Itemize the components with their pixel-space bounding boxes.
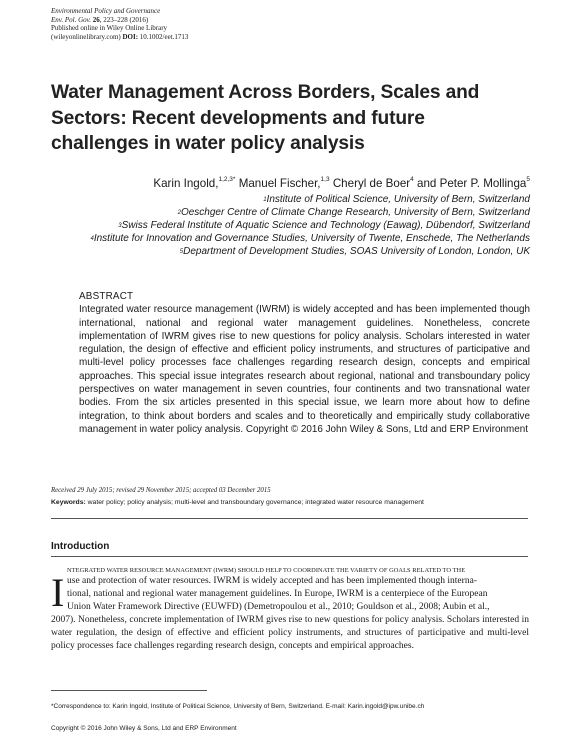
affiliation: [90, 246, 530, 259]
abstract-heading: ABSTRACT: [79, 291, 134, 302]
intro-first-line: NTEGRATED WATER RESOURCE MANAGEMENT (IWRM) SHOULD HELP TO COORDINATE THE VARIETY OF GOALS RELATED TO THE: [67, 567, 466, 574]
abstract-text: Integrated water resource management (IWRM) is widely accepted and has been implemented though international, national and regional water management guidelines. Nonetheless, concrete implementation of IWRM gives rise to new questions for policy analysis. Scholars interested in water regulation, the design of effective and efficient policy instruments, and structures of participative and multi-level policy processes face challenges regarding research design, concepts and empirical approaches. This special issue integrates research about regional, national and transboundary policy perspectives on water management in seven countries, four continents and two transnational water bodies. From the six articles presented in this special issue, we learn more about how to define integration, to think about borders and scales and to theoretically and empirically study collaborative management in water policy analysis. Copyright © 2016 John Wiley & Sons, Ltd and ERP Environment: [79, 304, 530, 435]
section-divider: [51, 518, 528, 519]
affiliation-number: 5: [179, 248, 184, 255]
section-heading-introduction: Introduction: [51, 541, 110, 552]
article-dates: Received 29 July 2015; revised 29 November 2015; accepted 03 December 2015: [51, 487, 271, 494]
journal-doi-line: [51, 33, 351, 42]
intro-line: tional, national and regional water management guidelines. In Europe, IWRM is a centerpiece of the European: [67, 589, 488, 599]
doi-label: DOI:: [122, 32, 139, 41]
author-affiliation-marks: 1,2,3*: [218, 176, 236, 183]
affiliation: [90, 194, 530, 207]
section-heading-rule: [51, 556, 528, 557]
intro-line: Union Water Framework Directive (EUWFD) (Demetropoulou et al., 2010; Gouldson et al., 2008; Aubin et al.,: [67, 602, 490, 612]
affiliation: [90, 233, 530, 246]
journal-header: [51, 7, 351, 41]
journal-pages: , 223–228 (2016): [99, 15, 149, 24]
affiliation-text: Swiss Federal Institute of Aquatic Science and Technology (Eawag), Dübendorf, Switzerland: [121, 219, 530, 231]
author-name: Cheryl de Boer: [332, 177, 411, 190]
author-name: Manuel Fischer,: [238, 177, 321, 190]
article-title: Water Management Across Borders, Scales and Sectors: Recent developments and future challenges in water policy analysis: [51, 82, 480, 154]
author-affiliation-marks: 4: [410, 176, 414, 183]
copyright-line: Copyright © 2016 John Wiley & Sons, Ltd and ERP Environment: [51, 725, 237, 732]
doi-link[interactable]: 10.1002/eet.1713: [139, 32, 189, 41]
affiliation-number: 3: [118, 222, 122, 229]
abstract: [79, 290, 530, 436]
drop-cap: I: [51, 570, 65, 615]
author-affiliation-marks: 1,3: [320, 176, 330, 183]
intro-line: use and protection of water resources. IWRM is widely accepted and has been implemented though interna-: [67, 576, 477, 586]
author-affiliation-marks: 5: [526, 176, 530, 183]
author-name: and Peter P. Mollinga: [417, 177, 527, 190]
keywords: [51, 499, 424, 506]
affiliation-number: 4: [90, 235, 94, 242]
journal-site: (wileyonlinelibrary.com): [51, 32, 121, 41]
affiliation-text: Department of Development Studies, SOAS University of London, London, UK: [183, 245, 530, 257]
author-name: Karin Ingold,: [153, 177, 219, 190]
affiliation-list: [90, 194, 530, 259]
affiliation-text: Institute of Political Science, University of Bern, Switzerland: [266, 194, 530, 205]
journal-name: Environmental Policy and Governance: [51, 7, 161, 15]
journal-published: Published online in Wiley Online Library: [51, 24, 168, 33]
author-list: [153, 177, 530, 190]
journal-volume: 26: [92, 15, 100, 24]
intro-body-text: 2007). Nonetheless, concrete implementation of IWRM gives rise to new questions for policy analysis. Scholars interested in water regulation, the design of effective and efficient policy instruments, and structures of participative and multi-level policy processes face challenges regarding research design, concepts and empirical approaches.: [51, 615, 529, 651]
affiliation-text: Institute for Innovation and Governance Studies, University of Twente, Enschede, The Netherlands: [93, 232, 530, 244]
keywords-text: water policy; policy analysis; multi-level and transboundary governance; integrated water resource management: [87, 499, 424, 506]
affiliation-text: Oeschger Centre of Climate Change Research, University of Bern, Switzerland: [180, 206, 530, 218]
journal-citation: [51, 16, 351, 25]
affiliation-number: 2: [177, 209, 181, 216]
affiliation: [90, 220, 530, 233]
affiliation: [90, 207, 530, 220]
correspondence-note: *Correspondence to: Karin Ingold, Institute of Political Science, University of Bern, Switzerland. E-mail: Karin.ingold@ipw.unibe.ch: [51, 703, 425, 710]
keywords-label: Keywords:: [51, 499, 86, 506]
footnote-rule: [51, 690, 207, 691]
journal-abbrev: Env. Pol. Gov.: [51, 15, 91, 24]
affiliation-number: 1: [263, 197, 267, 203]
